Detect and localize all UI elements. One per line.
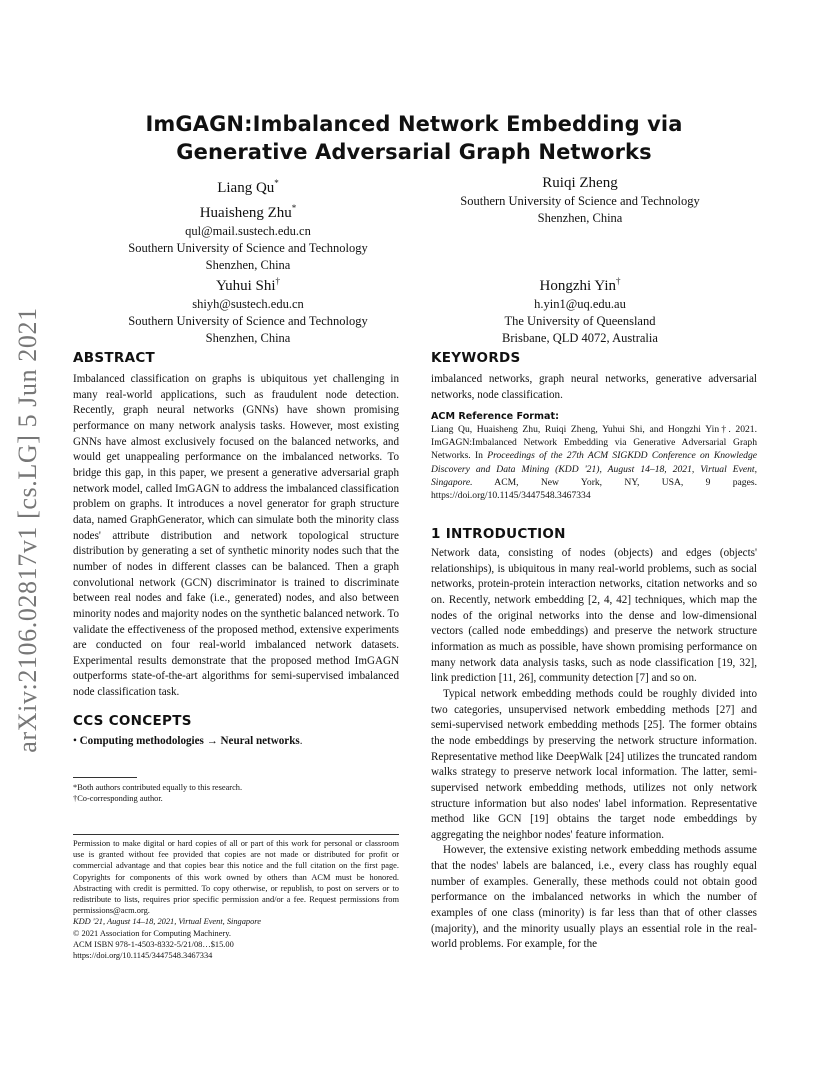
author-location: Shenzhen, China bbox=[537, 211, 623, 225]
title-line-1: ImGAGN:Imbalanced Network Embedding via bbox=[145, 112, 683, 136]
keywords-text: imbalanced networks, graph neural networks, generative adversarial networks, node classification. bbox=[431, 373, 757, 401]
keywords-heading: KEYWORDS bbox=[431, 350, 521, 366]
author-location: Shenzhen, China bbox=[205, 331, 291, 345]
author-group-right bbox=[430, 173, 730, 227]
arxiv-stamp bbox=[8, 295, 48, 765]
paper-title bbox=[100, 110, 728, 166]
copyright-line: © 2021 Association for Computing Machinery. bbox=[73, 928, 231, 938]
author-affiliation: Southern University of Science and Technology bbox=[128, 314, 368, 328]
author-name: Huaisheng Zhu* bbox=[199, 203, 297, 221]
author-location: Brisbane, QLD 4072, Australia bbox=[502, 331, 658, 345]
abstract-heading: ABSTRACT bbox=[73, 350, 156, 366]
permission-text: Permission to make digital or hard copies of all or part of this work for personal or classroom use is granted without fee provided that copies are not made or distributed for profit or commercial advantage and that copies bear this notice and the full citation on the first page. Copyrights for components of this work owned by others than ACM must be honored. Abstracting with credit is permitted. To copy otherwise, or republish, to post on servers or to redistribute to lists, requires prior specific permission and/or a fee. Request permissions from permissions@acm.org. bbox=[73, 839, 399, 916]
footnote-equal-contribution: *Both authors contributed equally to this research. bbox=[73, 783, 243, 792]
author-location: Shenzhen, China bbox=[205, 258, 291, 272]
keywords-body bbox=[431, 372, 757, 403]
author-name: Ruiqi Zheng bbox=[542, 175, 618, 191]
arxiv-stamp-text: arXiv:2106.02817v1 [cs.LG] 5 Jun 2021 bbox=[13, 307, 42, 753]
isbn-line: ACM ISBN 978-1-4503-8332-5/21/08…$15.00 bbox=[73, 939, 234, 949]
footnote-rule bbox=[73, 777, 137, 778]
footnotes bbox=[73, 782, 399, 804]
title-line-2: Generative Adversarial Graph Networks bbox=[176, 140, 652, 164]
abstract-paragraph: Imbalanced classification on graphs is ubiquitous yet challenging in many real-world applications, such as fraudulent node detection. Recently, graph neural networks (GNNs) have shown promising performance on many network analysis tasks. However, most existing GNNs have almost exclusively focused on the balanced networks, and would get unappealing performance on the imbalanced networks. To bridge this gap, in this paper, we present a generative adversarial graph network model, called ImGAGN to address the imbalanced classification problem on graphs. It introduces a novel generator for graph structure data, named GraphGenerator, which can simulate both the minority class nodes' attribute distribution and network topological structure distribution by generating a set of synthetic minority nodes such that the number of nodes in different classes can be balanced. Then a graph convolutional network (GCN) discriminator is trained to discriminate between real nodes and fake (i.e., generated) nodes, and also between minority nodes and majority nodes on the synthetic balanced network. To validate the effectiveness of the proposed method, extensive experiments are conducted on four real-world imbalanced network datasets. Experimental results demonstrate that the proposed method ImGAGN outperforms state-of-the-art algorithms for semi-supervised imbalanced node classification task. bbox=[73, 373, 399, 699]
venue-line: KDD '21, August 14–18, 2021, Virtual Event, Singapore bbox=[73, 917, 261, 927]
ccs-concept-item: Computing methodologies → Neural networks bbox=[79, 735, 300, 747]
ccs-heading: CCS CONCEPTS bbox=[73, 713, 192, 729]
permission-rule bbox=[73, 834, 399, 835]
author-name: Yuhui Shi† bbox=[215, 276, 281, 294]
author-email: shiyh@sustech.edu.cn bbox=[192, 297, 304, 311]
author-name: Hongzhi Yin† bbox=[539, 276, 621, 294]
doi-line: https://doi.org/10.1145/3447548.3467334 bbox=[73, 951, 213, 961]
author-group-right-2 bbox=[430, 271, 730, 347]
author-email: qul@mail.sustech.edu.cn bbox=[185, 224, 311, 238]
intro-paragraph-3: However, the extensive existing network embedding methods assume that the nodes' labels are balanced, i.e., every class has roughly equal number of examples. Generally, these methods could not obtain good performance on the imbalanced networks in which the number of examples of one class (minority) is far less than that of other classes (majority), and the minority usually plays an essential role in the real-world problems. For example, for the bbox=[431, 844, 757, 951]
author-affiliation: Southern University of Science and Technology bbox=[128, 241, 368, 255]
author-affiliation: Southern University of Science and Technology bbox=[460, 194, 700, 208]
intro-paragraph-2: Typical network embedding methods could be roughly divided into two categories, unsupervised network embedding methods [27] and semi-supervised network embedding methods [25]. The former obtains the node embeddings by preserving the network structure information. Representative method like DeepWalk [24] utilizes the truncated random walks strategy to preserve network local information. The latter, semi-supervised network embedding methods, utilizes not only network structure information but also nodes' label information. Representative method like GCN [19] obtains the target node embeddings by aggregating the neighbor nodes' feature information. bbox=[431, 687, 757, 841]
author-email: h.yin1@uq.edu.au bbox=[534, 297, 626, 311]
intro-paragraph-1: Network data, consisting of nodes (objects) and edges (objects' relationships), is ubiquitous in many real-world problems, such as social networks, protein-protein interaction networks, citation networks and so on. Recently, network embedding [2, 4, 42] techniques, which map the nodes of the original networks into the dense and low-dimensional vectors (called node embeddings) and preserve the network structure information as much as possible, have shown promising performance on many network data analysis tasks, such as node classification [19, 32], link prediction [11, 26], community detection [7] and so on. bbox=[431, 547, 757, 685]
author-group-left-2 bbox=[98, 271, 398, 347]
author-affiliation: The University of Queensland bbox=[504, 314, 656, 328]
acm-reference-heading: ACM Reference Format: bbox=[431, 411, 559, 422]
acm-reference-body: Liang Qu, Huaisheng Zhu, Ruiqi Zheng, Yuhui Shi, and Hongzhi Yin†. 2021. ImGAGN:Imbalanced Network Embedding via Generative Adversarial Graph Networks. In Proceedings of the 27th ACM SIGKDD Conference on Knowledge Discovery and Data Mining (KDD '21), August 14–18, 2021, Virtual Event, Singapore. ACM, New York, NY, USA, 9 pages. https://doi.org/10.1145/3447548.3467334 bbox=[431, 424, 757, 502]
introduction-heading: 1 INTRODUCTION bbox=[431, 526, 566, 542]
permission-block bbox=[73, 838, 399, 961]
footnote-corresponding: †Co-corresponding author. bbox=[73, 794, 163, 804]
author-name: Liang Qu* bbox=[217, 178, 279, 196]
ccs-concepts: • Computing methodologies → Neural networks. bbox=[73, 735, 303, 747]
abstract-body bbox=[73, 372, 399, 701]
author-group-left bbox=[98, 173, 398, 274]
introduction-body bbox=[431, 546, 757, 953]
